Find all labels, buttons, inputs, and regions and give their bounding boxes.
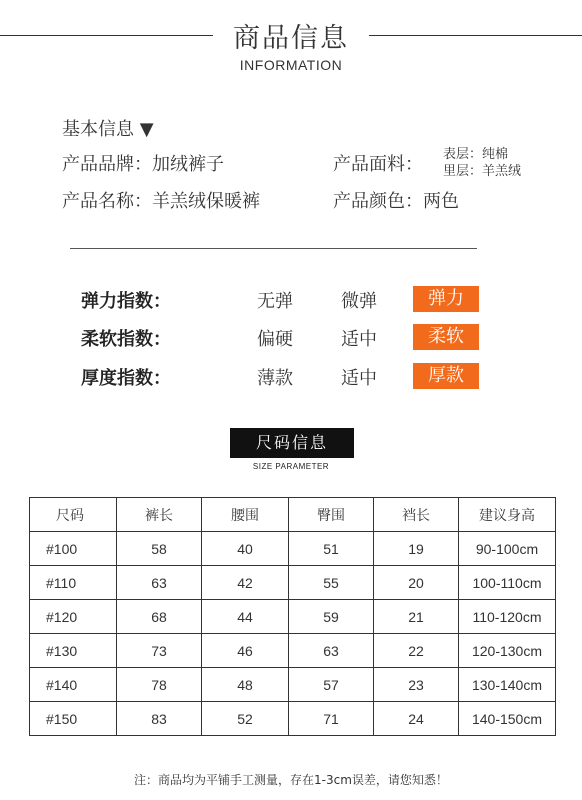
table-row bbox=[30, 566, 556, 600]
product-name-text: 产品名称：羊羔绒保暖裤 bbox=[62, 191, 260, 212]
table-cell: 42 bbox=[202, 566, 289, 600]
size-parameter-subtitle: SIZE PARAMETER bbox=[252, 462, 330, 471]
table-cell: 51 bbox=[289, 532, 374, 566]
section-divider bbox=[70, 248, 477, 249]
table-cell: 110-120cm bbox=[459, 600, 556, 634]
index-selected-badge: 厚款 bbox=[413, 363, 479, 389]
table-cell: 55 bbox=[289, 566, 374, 600]
table-row bbox=[30, 634, 556, 668]
table-cell: 23 bbox=[374, 668, 459, 702]
table-cell: 120-130cm bbox=[459, 634, 556, 668]
size-table bbox=[29, 497, 556, 736]
page-title: 商品信息 bbox=[233, 23, 349, 54]
table-row bbox=[30, 668, 556, 702]
index-selected-badge: 弹力 bbox=[413, 286, 479, 312]
index-label: 柔软指数： bbox=[81, 329, 171, 350]
table-cell: #100 bbox=[30, 532, 117, 566]
table-cell: 68 bbox=[117, 600, 202, 634]
table-cell: #140 bbox=[30, 668, 117, 702]
table-cell: 90-100cm bbox=[459, 532, 556, 566]
table-cell: 59 bbox=[289, 600, 374, 634]
table-cell: 22 bbox=[374, 634, 459, 668]
brand-text: 产品品牌：加绒裤子 bbox=[62, 154, 224, 175]
table-cell: 24 bbox=[374, 702, 459, 736]
column-header: 裆长 bbox=[374, 498, 459, 532]
fabric-inner: 里层：羊羔绒 bbox=[443, 164, 522, 179]
table-cell: 48 bbox=[202, 668, 289, 702]
index-label: 弹力指数： bbox=[81, 291, 171, 312]
column-header: 尺码 bbox=[30, 498, 117, 532]
table-cell: 73 bbox=[117, 634, 202, 668]
table-cell: 130-140cm bbox=[459, 668, 556, 702]
table-cell: 57 bbox=[289, 668, 374, 702]
index-option: 适中 bbox=[341, 368, 377, 389]
table-cell: 71 bbox=[289, 702, 374, 736]
table-row bbox=[30, 702, 556, 736]
index-option: 偏硬 bbox=[257, 329, 293, 350]
size-info-badge: 尺码信息 bbox=[230, 428, 354, 458]
index-selected-badge: 柔软 bbox=[413, 324, 479, 350]
table-cell: 40 bbox=[202, 532, 289, 566]
fabric-outer: 表层：纯棉 bbox=[443, 147, 509, 162]
table-cell: 19 bbox=[374, 532, 459, 566]
table-cell: 46 bbox=[202, 634, 289, 668]
index-label: 厚度指数： bbox=[81, 368, 171, 389]
table-cell: #120 bbox=[30, 600, 117, 634]
table-cell: 100-110cm bbox=[459, 566, 556, 600]
table-row bbox=[30, 600, 556, 634]
table-cell: #110 bbox=[30, 566, 117, 600]
table-cell: 58 bbox=[117, 532, 202, 566]
table-cell: 52 bbox=[202, 702, 289, 736]
table-cell: 44 bbox=[202, 600, 289, 634]
table-cell: 21 bbox=[374, 600, 459, 634]
table-cell: 83 bbox=[117, 702, 202, 736]
column-header: 裤长 bbox=[117, 498, 202, 532]
table-header-row bbox=[30, 498, 556, 532]
column-header: 建议身高 bbox=[459, 498, 556, 532]
table-cell: 20 bbox=[374, 566, 459, 600]
page-subtitle: INFORMATION bbox=[239, 57, 343, 73]
index-option: 微弹 bbox=[341, 291, 377, 312]
table-cell: #150 bbox=[30, 702, 117, 736]
table-cell: 63 bbox=[289, 634, 374, 668]
measurement-note: 注：商品均为平铺手工测量，存在1-3cm误差，请您知悉！ bbox=[134, 773, 448, 787]
table-cell: #130 bbox=[30, 634, 117, 668]
color-text: 产品颜色：两色 bbox=[333, 191, 459, 212]
column-header: 腰围 bbox=[202, 498, 289, 532]
table-cell: 63 bbox=[117, 566, 202, 600]
index-option: 适中 bbox=[341, 329, 377, 350]
table-cell: 140-150cm bbox=[459, 702, 556, 736]
fabric-label: 产品面料： bbox=[333, 154, 423, 175]
table-row bbox=[30, 532, 556, 566]
basic-info-heading: 基本信息 ▼ bbox=[62, 119, 154, 140]
index-option: 薄款 bbox=[257, 368, 293, 389]
index-option: 无弹 bbox=[257, 291, 293, 312]
column-header: 臀围 bbox=[289, 498, 374, 532]
table-cell: 78 bbox=[117, 668, 202, 702]
